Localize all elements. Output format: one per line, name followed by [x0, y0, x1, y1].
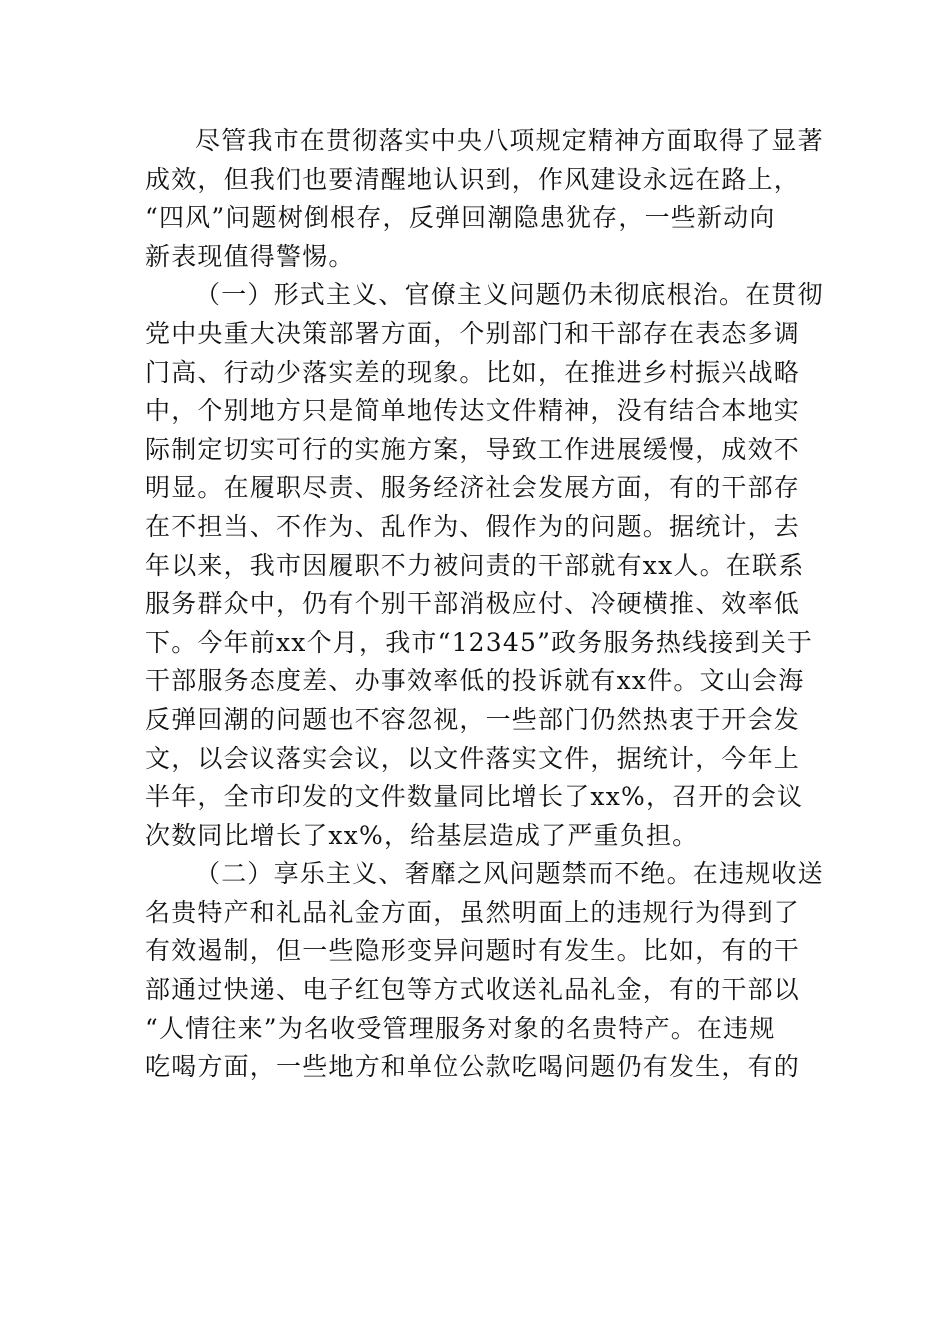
text-line: 次数同比增长了xx%，给基层造成了严重负担。 [145, 820, 699, 850]
text-line: 文，以会议落实会议，以文件落实文件，据统计，今年上 [145, 743, 801, 773]
text-line: 部通过快递、电子红包等方式收送礼品礼金，有的干部以 [145, 975, 801, 1005]
text-line: 干部服务态度差、办事效率低的投诉就有xx件。文山会海 [145, 666, 805, 696]
text-line: 有效遏制，但一些隐形变异问题时有发生。比如，有的干 [145, 936, 801, 966]
text-line: （一）形式主义、官僚主义问题仍未彻底根治。在贯彻 [195, 280, 824, 310]
text-line: 中，个别地方只是简单地传达文件精神，没有结合本地实 [145, 396, 801, 426]
document-body [145, 122, 824, 1087]
text-line: 成效，但我们也要清醒地认识到，作风建设永远在路上， [145, 164, 801, 194]
text-line: 门高、行动少落实差的现象。比如，在推进乡村振兴战略 [145, 357, 801, 387]
text-line: 半年，全市印发的文件数量同比增长了xx%，召开的会议 [145, 782, 804, 812]
text-line: 新表现值得警惕。 [145, 241, 355, 271]
text-line: 明显。在履职尽责、服务经济社会发展方面，有的干部存 [145, 473, 801, 503]
text-line: 年以来，我市因履职不力被问责的干部就有xx人。在联系 [145, 550, 805, 580]
text-line: 尽管我市在贯彻落实中央八项规定精神方面取得了显著 [195, 126, 824, 155]
text-line: “四风”问题树倒根存，反弹回潮隐患犹存，一些新动向 [145, 203, 776, 233]
text-line: 吃喝方面，一些地方和单位公款吃喝问题仍有发生，有的 [145, 1052, 801, 1082]
text-line: 名贵特产和礼品礼金方面，虽然明面上的违规行为得到了 [145, 897, 801, 927]
text-line: 在不担当、不作为、乱作为、假作为的问题。据统计，去 [145, 511, 801, 541]
text-line: 际制定切实可行的实施方案，导致工作进展缓慢，成效不 [145, 434, 801, 464]
paragraph-intro [145, 122, 824, 276]
paragraph-hedonism [145, 855, 824, 1087]
text-line: 下。今年前xx个月，我市“12345”政务服务热线接到关于 [145, 627, 814, 657]
text-line: 党中央重大决策部署方面，个别部门和干部存在表态多调 [145, 318, 801, 348]
text-line: 反弹回潮的问题也不容忽视，一些部门仍然热衷于开会发 [145, 704, 801, 734]
paragraph-formalism [145, 276, 824, 855]
text-line: “人情往来”为名收受管理服务对象的名贵特产。在违规 [145, 1013, 776, 1043]
text-line: （二）享乐主义、奢靡之风问题禁而不绝。在违规收送 [195, 859, 824, 889]
text-line: 服务群众中，仍有个别干部消极应付、冷硬横推、效率低 [145, 589, 801, 619]
